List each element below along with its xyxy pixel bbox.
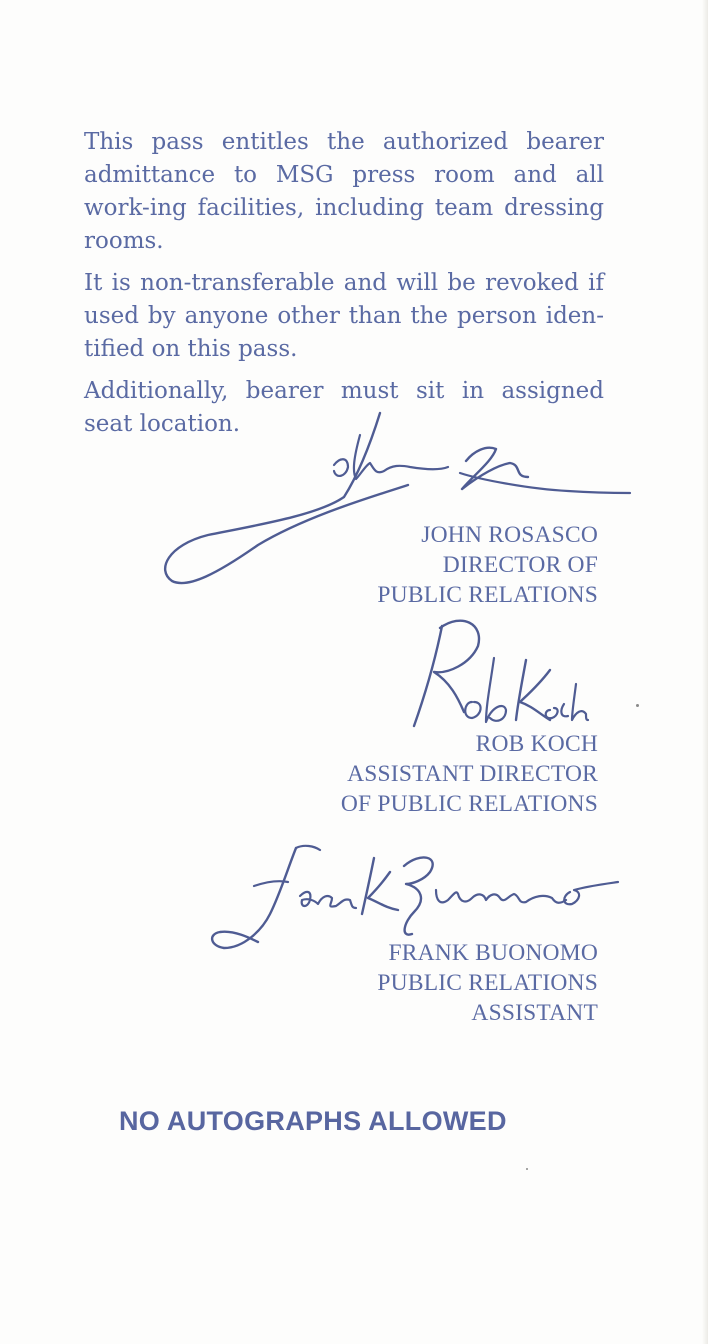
paper-speck xyxy=(636,704,639,707)
signatory-name: JOHN ROSASCO xyxy=(421,522,598,548)
paper-speck xyxy=(526,1168,528,1170)
terms-paragraph-entitlement: This pass entitles the authorized bearer admittance to MSG press room and all work-ing facilities, including team dressing rooms. xyxy=(84,129,604,254)
signatory-title-line-1: ASSISTANT DIRECTOR xyxy=(347,761,598,787)
signatory-name: ROB KOCH xyxy=(475,731,598,757)
pass-terms xyxy=(84,126,604,450)
no-autographs-notice: NO AUTOGRAPHS ALLOWED xyxy=(119,1106,507,1136)
signature-rob-koch xyxy=(400,606,590,736)
terms-paragraph-seating: Additionally, bearer must sit in assigned seat location. xyxy=(84,378,604,437)
signatory-rosasco xyxy=(377,520,598,610)
signatory-koch xyxy=(341,729,598,819)
signatory-title-line-2: PUBLIC RELATIONS xyxy=(377,582,598,608)
signatory-title-line-2: OF PUBLIC RELATIONS xyxy=(340,791,598,817)
terms-paragraph-transfer: It is non-transferable and will be revoked if used by anyone other than the person iden-tified on this pass. xyxy=(84,270,604,362)
signatory-buonomo xyxy=(377,938,598,1028)
signatory-title-line-1: DIRECTOR OF xyxy=(442,552,598,578)
card-edge-shadow xyxy=(702,0,708,1344)
signatory-title-line-2: ASSISTANT xyxy=(471,1000,598,1026)
signatory-name: FRANK BUONOMO xyxy=(388,940,598,966)
signatory-title-line-1: PUBLIC RELATIONS xyxy=(377,970,598,996)
